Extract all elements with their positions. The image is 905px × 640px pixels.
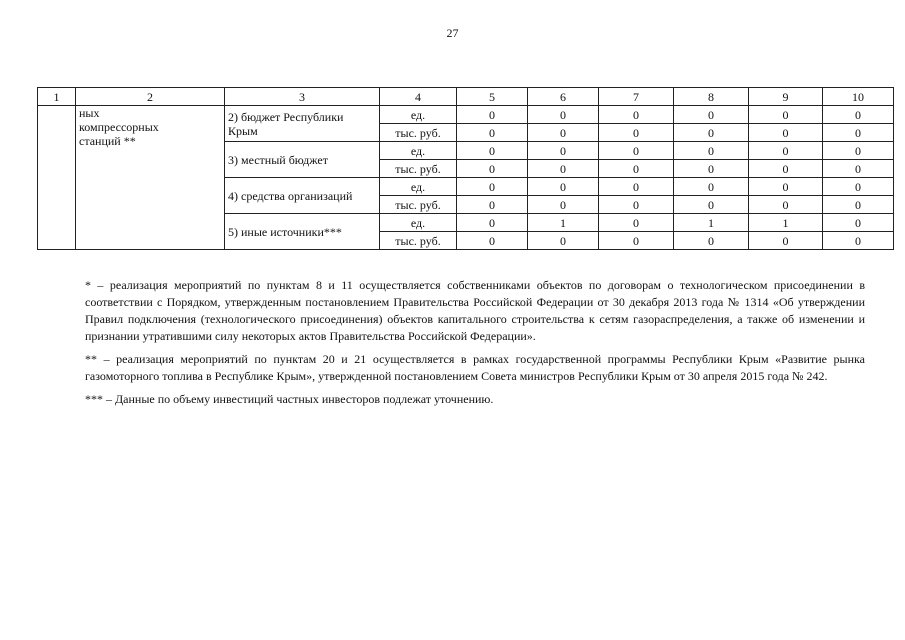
- value-cell: 0: [599, 196, 674, 214]
- footnotes: [85, 277, 865, 414]
- value-cell: 0: [457, 124, 528, 142]
- value-cell: 0: [674, 232, 749, 250]
- value-cell: 1: [749, 214, 823, 232]
- value-cell: 0: [457, 178, 528, 196]
- value-cell: 0: [823, 232, 894, 250]
- table-body: [38, 106, 894, 250]
- unit-cell: тыс. руб.: [380, 196, 457, 214]
- value-cell: 0: [457, 160, 528, 178]
- value-cell: 0: [528, 196, 599, 214]
- value-cell: 0: [599, 178, 674, 196]
- column-header: 8: [674, 88, 749, 106]
- value-cell: 0: [528, 160, 599, 178]
- row-number-cell: [38, 106, 76, 250]
- footnote-1: * – реализация мероприятий по пунктам 8 и 11 осуществляется собственниками объектов по договорам о технологическом присоединении в соответствии с Порядком, утвержденным постановлением Правительства Российской Федерации от 30 декабря 2013 года № 1314 «Об утверждении Правил подключения (технологического присоединения) объектов капитального строительства к сетям газораспределения, а также об изменении и признании утратившими силу некоторых актов Правительства Российской Федерации».: [85, 278, 865, 343]
- value-cell: 0: [528, 232, 599, 250]
- value-cell: 0: [749, 160, 823, 178]
- value-cell: 0: [749, 142, 823, 160]
- column-header: 3: [225, 88, 380, 106]
- value-cell: 0: [599, 124, 674, 142]
- value-cell: 0: [674, 142, 749, 160]
- header-row: [38, 88, 894, 106]
- value-cell: 0: [823, 142, 894, 160]
- value-cell: 0: [674, 160, 749, 178]
- column-header: 5: [457, 88, 528, 106]
- column-header: 4: [380, 88, 457, 106]
- value-cell: 0: [823, 214, 894, 232]
- value-cell: 0: [457, 106, 528, 124]
- value-cell: 0: [528, 178, 599, 196]
- value-cell: 0: [823, 178, 894, 196]
- value-cell: 0: [749, 124, 823, 142]
- unit-cell: ед.: [380, 178, 457, 196]
- unit-cell: ед.: [380, 214, 457, 232]
- value-cell: 0: [749, 178, 823, 196]
- unit-cell: тыс. руб.: [380, 232, 457, 250]
- value-cell: 0: [823, 160, 894, 178]
- column-header: 10: [823, 88, 894, 106]
- investment-table: [37, 87, 894, 250]
- value-cell: 0: [674, 178, 749, 196]
- value-cell: 0: [528, 124, 599, 142]
- funding-source-cell: 4) средства организаций: [225, 178, 380, 214]
- column-header: 9: [749, 88, 823, 106]
- column-header: 6: [528, 88, 599, 106]
- value-cell: 0: [823, 106, 894, 124]
- value-cell: 0: [823, 196, 894, 214]
- value-cell: 0: [749, 196, 823, 214]
- unit-cell: тыс. руб.: [380, 124, 457, 142]
- value-cell: 0: [457, 214, 528, 232]
- unit-cell: ед.: [380, 106, 457, 124]
- page-number: 27: [446, 26, 459, 40]
- value-cell: 0: [599, 142, 674, 160]
- object-name-cell: ных компрессорных станций **: [76, 106, 225, 250]
- value-cell: 0: [457, 142, 528, 160]
- column-header: 7: [599, 88, 674, 106]
- value-cell: 0: [457, 232, 528, 250]
- column-header: 1: [38, 88, 76, 106]
- value-cell: 0: [674, 196, 749, 214]
- value-cell: 0: [528, 142, 599, 160]
- table-row: [38, 106, 894, 124]
- footnote-2: ** – реализация мероприятий по пунктам 20 и 21 осуществляется в рамках государственной программы Республики Крым «Развитие рынка газомоторного топлива в Республике Крым», утвержденной постановлением Совета министров Республики Крым от 30 апреля 2015 года № 242.: [85, 352, 865, 383]
- value-cell: 0: [749, 232, 823, 250]
- value-cell: 1: [528, 214, 599, 232]
- unit-cell: тыс. руб.: [380, 160, 457, 178]
- value-cell: 0: [528, 106, 599, 124]
- value-cell: 0: [599, 160, 674, 178]
- value-cell: 0: [674, 124, 749, 142]
- funding-source-cell: 3) местный бюджет: [225, 142, 380, 178]
- funding-source-cell: 2) бюджет Республики Крым: [225, 106, 380, 142]
- value-cell: 1: [674, 214, 749, 232]
- value-cell: 0: [823, 124, 894, 142]
- value-cell: 0: [599, 214, 674, 232]
- value-cell: 0: [674, 106, 749, 124]
- column-header: 2: [76, 88, 225, 106]
- funding-source-cell: 5) иные источники***: [225, 214, 380, 250]
- value-cell: 0: [599, 106, 674, 124]
- value-cell: 0: [457, 196, 528, 214]
- value-cell: 0: [749, 106, 823, 124]
- footnote-3: *** – Данные по объему инвестиций частных инвесторов подлежат уточнению.: [85, 392, 494, 406]
- unit-cell: ед.: [380, 142, 457, 160]
- value-cell: 0: [599, 232, 674, 250]
